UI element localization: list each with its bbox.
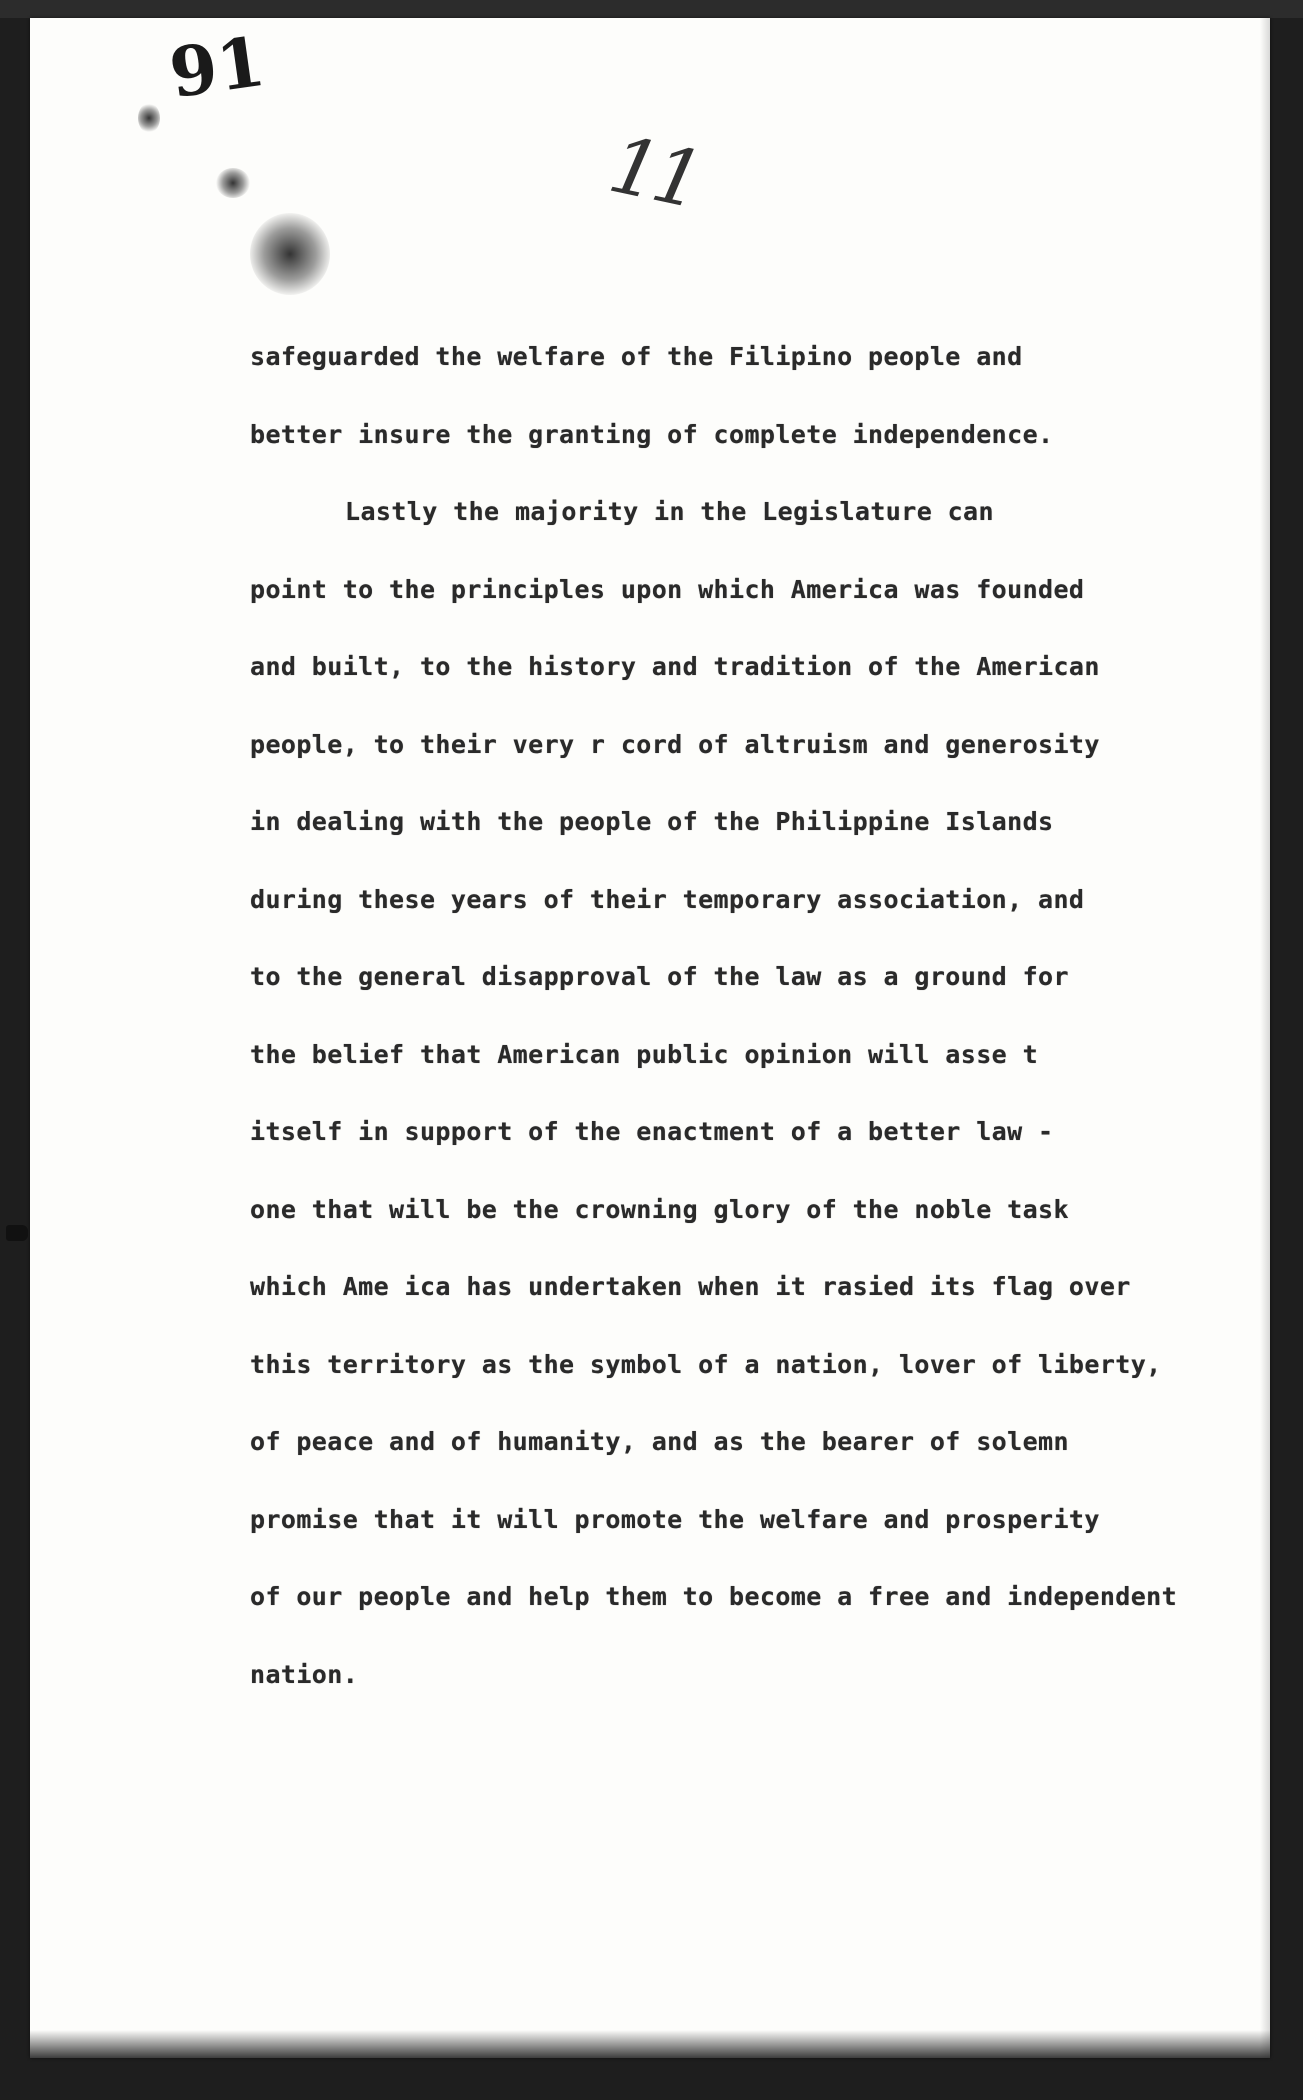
text-line: better insure the granting of complete independence.: [250, 419, 1054, 449]
text-line: which Ame ica has undertaken when it rasied its flag over: [250, 1272, 1131, 1301]
handwritten-page-number: 11: [601, 119, 706, 227]
binding-tab: [6, 1225, 28, 1241]
page-bottom-edge: [30, 2030, 1270, 2058]
corner-handwritten-mark: 91: [164, 21, 270, 115]
text-line: during these years of their temporary association, and: [250, 884, 1085, 914]
text-line: nation.: [250, 1659, 359, 1689]
text-line: of our people and help them to become a free and independent: [250, 1582, 1178, 1611]
text-line: this territory as the symbol of a nation, lover of liberty,: [250, 1349, 1162, 1379]
text-line: and built, to the history and tradition of the American: [250, 652, 1100, 681]
page-edge-shadow: [1260, 18, 1270, 2058]
text-line: people, to their very r cord of altruism and generosity: [250, 729, 1100, 759]
scan-top-border: [0, 0, 1303, 18]
ink-blot: [138, 103, 160, 133]
text-line: in dealing with the people of the Philippine Islands: [250, 807, 1054, 836]
text-line: of peace and of humanity, and as the bearer of solemn: [250, 1427, 1069, 1456]
typewritten-body: [250, 318, 1250, 1713]
text-line: promise that it will promote the welfare and prosperity: [250, 1504, 1100, 1534]
text-line: the belief that American public opinion will asse t: [250, 1039, 1039, 1069]
document-page: [30, 18, 1270, 2058]
ink-blot: [216, 168, 250, 198]
text-line: to the general disapproval of the law as a ground for: [250, 962, 1069, 991]
text-line: itself in support of the enactment of a better law -: [250, 1117, 1054, 1146]
text-line: point to the principles upon which America was founded: [250, 574, 1085, 604]
text-line: Lastly the majority in the Legislature can: [345, 497, 994, 526]
text-line: safeguarded the welfare of the Filipino people and: [250, 342, 1023, 371]
ink-blot: [250, 213, 330, 295]
text-line: one that will be the crowning glory of the noble task: [250, 1194, 1069, 1224]
